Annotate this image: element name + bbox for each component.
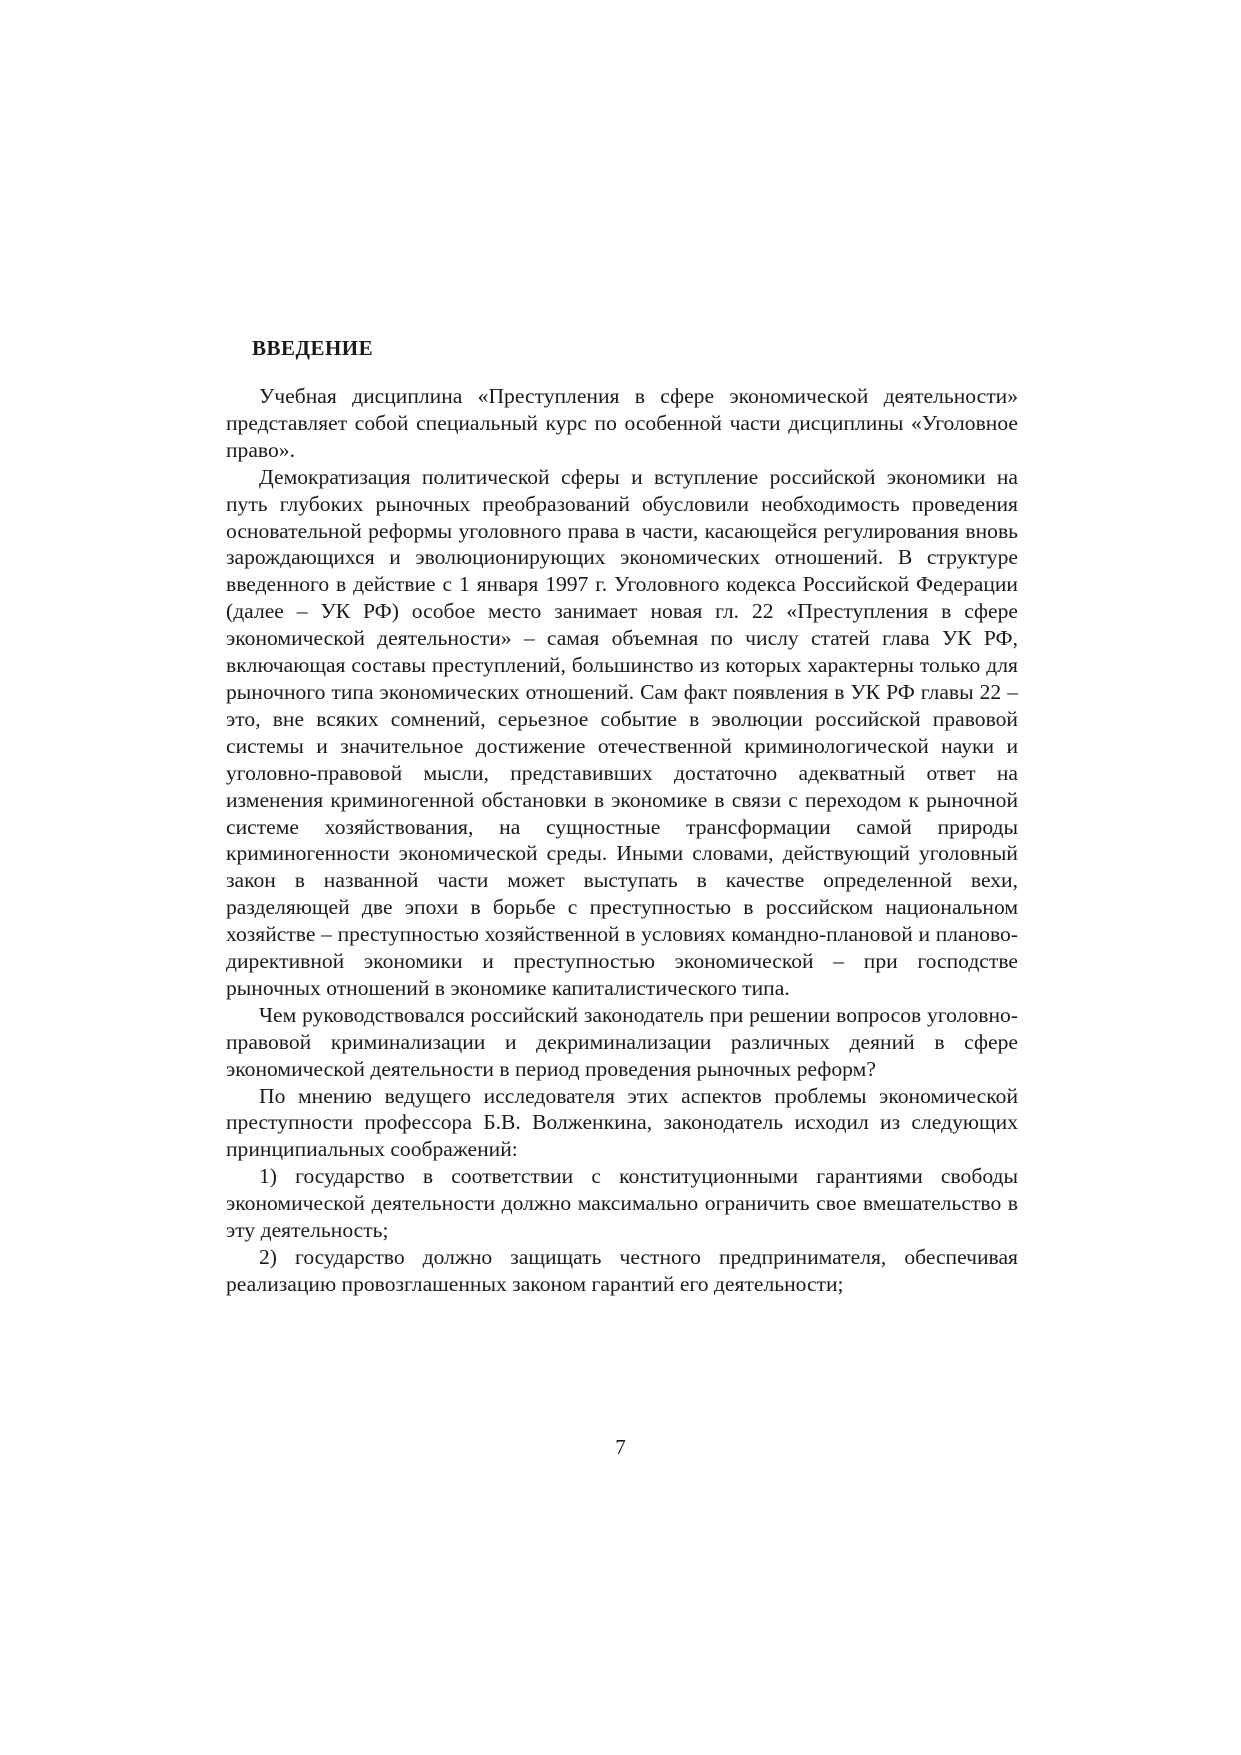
page-number: 7 (615, 1435, 626, 1459)
body-text (226, 383, 1018, 1298)
list-item-1: 1) государство в соответствии с конституционными гарантиями свободы экономической деятельности должно максимально ограничить свое вмешательство в эту деятельность; (226, 1164, 1018, 1243)
paragraph-course-description: Учебная дисциплина «Преступления в сфере экономической деятельности» представляет собой специальный курс по особенной части дисциплины «Уголовное право». (226, 384, 1018, 462)
paragraph-question: Чем руководствовался российский законодатель при решении вопросов уголовно-правовой криминализации и декриминализации различных деяний в сфере экономической деятельности в период проведения рыночных реформ? (226, 1002, 1018, 1081)
list-item-2: 2) государство должно защищать честного предпринимателя, обеспечивая реализацию провозглашенных законом гарантий его деятельности; (226, 1245, 1018, 1296)
section-heading: ВВЕДЕНИЕ (252, 336, 374, 360)
paragraph-democratization: Демократизация политической сферы и вступление российской экономики на путь глубоких рыночных преобразований обусловили необходимость проведения основательной реформы уголовного права в части, касающейся регулирования вновь зарождающихся и эволюционирующих экономических отношений. В структуре введенного в действие с 1 января 1997 г. Уголовного кодекса Российской Федерации (далее – УК РФ) особое место занимает новая гл. 22 «Преступления в сфере экономической деятельности» – самая объемная по числу статей глава УК РФ, включающая составы преступлений, большинство из которых характерны только для рыночного типа экономических отношений. Сам факт появления в УК РФ главы 22 – это, вне всяких сомнений, серьезное событие в эволюции российской правовой системы и значительное достижение отечественной криминологической науки и уголовно-правовой мысли, представивших достаточно адекватный ответ на изменения криминогенной обстановки в экономике в связи с переходом к рыночной системе хозяйствования, на сущностные трансформации самой природы криминогенности экономической среды. Иными словами, действующий уголовный закон в названной части может выступать в качестве определенной вехи, разделяющей две эпохи в борьбе с преступностью в российском национальном хозяйстве – преступностью хозяйственной в условиях командно-плановой и планово-директивной экономики и преступностью экономической – при господстве рыночных отношений в экономике капиталистического типа. (226, 464, 1018, 1000)
paragraph-volzhenkin-opinion: По мнению ведущего исследователя этих аспектов проблемы экономической преступности профессора Б.В. Волженкина, законодатель исходил из следующих принципиальных соображений: (226, 1083, 1018, 1162)
